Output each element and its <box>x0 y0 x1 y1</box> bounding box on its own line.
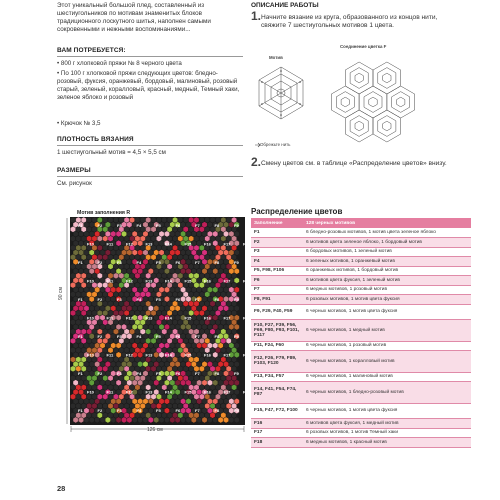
table-row <box>251 428 471 438</box>
cut-yarn-label: Обрежьте нить <box>260 142 291 147</box>
cell-fill: F5, F98, F106 <box>251 266 303 276</box>
width-dimension: 126 см <box>147 427 163 433</box>
motif-diagram <box>251 62 311 152</box>
table-row <box>251 276 471 286</box>
chart-label: F6 <box>175 223 181 228</box>
chart-label: F8 <box>214 371 220 376</box>
join-label: Соединение цветка F <box>340 44 387 49</box>
chart-label: F13 <box>145 241 153 247</box>
chart-label: F10 <box>87 241 94 247</box>
table-row <box>251 247 471 257</box>
table-row <box>251 320 471 342</box>
chart-hexagon <box>70 226 75 232</box>
chart-label: F18 <box>243 389 250 395</box>
chart-label: F5 <box>156 408 161 413</box>
chart-label: F16 <box>204 278 211 284</box>
chart-label: F14 <box>165 278 172 284</box>
cell-motifs: 6 черных мотивов, 1 малиновый мотив <box>303 372 471 382</box>
chart-hexagon <box>140 375 145 381</box>
chart-label: F6 <box>175 334 181 339</box>
table-row <box>251 257 471 267</box>
chart-label: F4 <box>136 223 142 228</box>
chart-label: F5 <box>156 260 161 265</box>
cell-motifs: 6 черных мотивов, 1 розовый мотив <box>303 341 471 351</box>
motif-hexagon <box>359 86 387 118</box>
motif-hexagon <box>350 116 368 137</box>
chart-label: F8 <box>214 408 220 413</box>
cell-fill: F4 <box>251 257 303 267</box>
chart-label: F10 <box>87 389 94 395</box>
chart-label: F2 <box>97 334 103 339</box>
chart-label: F3 <box>117 297 122 302</box>
motif-hexagon <box>350 68 368 89</box>
chart-caption: Мотив заполнения R <box>77 210 131 216</box>
cell-motifs: 6 черных мотивов, 1 коралловый мотив <box>303 351 471 373</box>
chart-label: F12 <box>126 352 133 358</box>
chart-label: F8 <box>214 223 220 228</box>
cell-fill: F15, F47, F72, F100 <box>251 403 303 419</box>
materials-heading: ВАМ ПОТРЕБУЕТСЯ: <box>57 47 126 54</box>
chart-label: F5 <box>156 334 161 339</box>
chart-hexagon <box>70 329 75 335</box>
chart-label: F1 <box>78 371 83 376</box>
chart-label: F8 <box>214 297 220 302</box>
chart-label: F16 <box>204 315 211 321</box>
chart-label: F1 <box>78 260 83 265</box>
chart-hexagon <box>70 357 75 363</box>
motif-hexagon <box>345 62 373 94</box>
chart-label: F9 <box>234 223 239 228</box>
chart-label: F9 <box>234 371 239 376</box>
cell-motifs: 6 черных мотивов, 1 мотив цвета фуксия <box>303 403 471 419</box>
table-row <box>251 403 471 419</box>
step-2-number: 2. <box>251 155 262 169</box>
chart-label: F17 <box>223 352 231 358</box>
cell-fill: F10, F27, F39, F56, F69, F80, F93, F101, F117 <box>251 320 303 342</box>
chart-label: F18 <box>243 278 250 284</box>
cell-motifs: 6 черных мотивов, 1 бледно-розовый мотив <box>303 382 471 404</box>
chart-hexagon <box>70 273 75 279</box>
chart-label: F10 <box>87 315 94 321</box>
chart-label: F10 <box>87 352 94 358</box>
chart-hexagon <box>70 385 75 391</box>
table-row <box>251 372 471 382</box>
motif-hexagon <box>355 73 363 83</box>
chart-label: F3 <box>117 408 122 413</box>
cell-motifs: 6 бордовых мотивов, 1 зеленый мотив <box>303 247 471 257</box>
chart-label: F12 <box>126 241 133 247</box>
cell-motifs: 6 оранжевых мотивов, 1 бордовый мотив <box>303 266 471 276</box>
motif-hexagon <box>378 116 396 137</box>
materials-item-3: • Крючок № 3,5 <box>57 120 101 127</box>
motif-hexagon <box>364 92 382 113</box>
cell-fill: F17 <box>251 428 303 438</box>
chart-label: F3 <box>117 260 122 265</box>
chart-label: F13 <box>145 352 153 358</box>
chart-hexagon <box>70 236 75 242</box>
cell-fill: F6 <box>251 276 303 286</box>
materials-item-2: • По 100 г хлопковой пряжи следующих цветов: бледно-розовый, фуксия, оранжевый, бордовый, малиновый, розовый старый, зеленый, коралловый, красный, медный, Темный хаки, зеленое яблоко и розовый <box>57 70 240 101</box>
chart-label: F12 <box>126 389 133 395</box>
chart-label: F11 <box>106 241 114 247</box>
chart-label: F9 <box>234 408 239 413</box>
chart-label: F4 <box>136 408 142 413</box>
table-row <box>251 266 471 276</box>
chart-label: F10 <box>87 278 94 284</box>
chart-label: F3 <box>117 223 122 228</box>
cell-fill: F1 <box>251 228 303 238</box>
chart-label: F9 <box>234 334 239 339</box>
chart-label: F5 <box>156 371 161 376</box>
chart-label: F7 <box>195 260 200 265</box>
distribution-table <box>251 218 471 448</box>
chart-label: F2 <box>97 371 103 376</box>
chart-hexagon <box>70 394 75 400</box>
height-dimension: 90 см <box>58 287 64 300</box>
chart-label: F11 <box>106 278 114 284</box>
cell-motifs: 6 бледно-розовых мотивов, 1 мотив цвета зеленое яблоко <box>303 228 471 238</box>
chart-hexagon <box>70 282 75 288</box>
motif-hexagon <box>387 86 415 118</box>
cell-motifs: 6 медных мотивов, 1 розовый мотив <box>303 285 471 295</box>
chart-label: F1 <box>78 408 83 413</box>
motif-hexagon <box>331 86 359 118</box>
chart-label: F2 <box>97 297 103 302</box>
chart-label: F13 <box>145 389 153 395</box>
cell-motifs: 6 черных мотивов, 1 медный мотив <box>303 320 471 342</box>
cell-fill: F11, F24, F60 <box>251 341 303 351</box>
chart-label: F17 <box>223 278 231 284</box>
chart-label: F8 <box>214 260 220 265</box>
chart-label: F5 <box>156 297 161 302</box>
step-1-number: 1. <box>251 9 262 23</box>
motif-hexagon <box>336 92 354 113</box>
chart-label: F16 <box>204 389 211 395</box>
step-1 <box>251 9 461 31</box>
cell-fill: F3 <box>251 247 303 257</box>
work-heading: ОПИСАНИЕ РАБОТЫ <box>251 2 319 9</box>
sizes-text: См. рисунок <box>57 180 92 187</box>
table-row <box>251 341 471 351</box>
motif-label: Мотив <box>269 55 283 60</box>
chart-label: F2 <box>97 260 103 265</box>
table-row <box>251 438 471 448</box>
chart-hexagon <box>70 254 75 260</box>
chart-hexagon <box>70 245 75 251</box>
cell-fill: F18 <box>251 438 303 448</box>
cell-fill: F12, F26, F79, F89, F103, F120 <box>251 351 303 373</box>
divider <box>57 145 243 146</box>
sizes-heading: РАЗМЕРЫ <box>57 167 91 174</box>
divider <box>57 176 243 177</box>
hexagon-layout-chart <box>70 217 250 425</box>
chart-label: F14 <box>165 315 172 321</box>
chart-label: F4 <box>136 334 142 339</box>
motif-hexagon <box>397 97 405 107</box>
chart-label: F14 <box>165 352 172 358</box>
chart-label: F3 <box>117 334 122 339</box>
chart-hexagon <box>70 347 75 353</box>
chart-label: F4 <box>136 371 142 376</box>
cell-fill: F7 <box>251 285 303 295</box>
distribution-heading: Распределение цветов <box>251 207 343 216</box>
table-row <box>251 304 471 320</box>
chart-label: F15 <box>184 278 192 284</box>
chart-label: F7 <box>195 223 200 228</box>
chart-label: F15 <box>184 315 192 321</box>
table-row <box>251 228 471 238</box>
cell-fill: F2 <box>251 238 303 248</box>
chart-label: F7 <box>195 408 200 413</box>
chart-hexagon <box>140 394 145 400</box>
chart-label: F11 <box>106 352 114 358</box>
table-row <box>251 238 471 248</box>
chart-label: F12 <box>126 315 133 321</box>
step-1-text: Начните вязание из круга, образованного из концов нити, свяжите 7 шестиугольных мотивов 1 цвета. <box>261 14 438 30</box>
page-number: 28 <box>57 484 66 493</box>
chart-label: F14 <box>165 389 172 395</box>
chart-hexagon <box>140 412 145 418</box>
chart-label: F15 <box>184 352 192 358</box>
chart-hexagon <box>70 366 75 372</box>
column-header-fill: Заполнение <box>251 218 303 228</box>
motif-hexagon <box>341 97 349 107</box>
chart-hexagon <box>70 301 75 307</box>
chart-label: F6 <box>175 371 181 376</box>
cell-fill: F9, F29, F40, F59 <box>251 304 303 320</box>
chart-label: F2 <box>97 408 103 413</box>
chart-label: F15 <box>184 241 192 247</box>
chart-label: F2 <box>97 223 103 228</box>
chart-label: F1 <box>78 297 83 302</box>
motif-hexagon <box>369 97 377 107</box>
chart-hexagon <box>70 412 75 418</box>
flower-join-diagram <box>318 52 428 152</box>
cell-motifs: 6 мотивов цвета фуксия, 1 зеленый мотив <box>303 276 471 286</box>
table-row <box>251 419 471 429</box>
chart-label: F16 <box>204 241 211 247</box>
motif-hexagon <box>383 121 391 131</box>
chart-label: F7 <box>195 297 200 302</box>
chart-hexagon <box>70 338 75 344</box>
chart-hexagon <box>70 264 75 270</box>
cell-fill: F8, F91 <box>251 295 303 305</box>
cell-fill: F13, F34, F57 <box>251 372 303 382</box>
gauge-heading: ПЛОТНОСТЬ ВЯЗАНИЯ <box>57 136 134 143</box>
motif-hexagon <box>345 110 373 142</box>
chart-hexagon <box>70 310 75 316</box>
chart-label: F1 <box>78 334 83 339</box>
step-2 <box>251 155 461 169</box>
chart-hexagon <box>70 375 75 381</box>
chart-label: F17 <box>223 315 231 321</box>
cell-motifs: 6 черных мотивов, 1 мотив цвета фуксия <box>303 304 471 320</box>
motif-hexagon <box>383 73 391 83</box>
chart-label: F1 <box>78 223 83 228</box>
chart-label: F5 <box>156 223 161 228</box>
chart-label: F9 <box>234 260 239 265</box>
chart-label: F11 <box>106 315 114 321</box>
cell-motifs: 6 мотивов цвета фуксия, 1 медный мотив <box>303 419 471 429</box>
chart-label: F16 <box>204 352 211 358</box>
motif-hexagon <box>392 92 410 113</box>
gauge-text: 1 шестиугольный мотив = 4,5 × 5,5 см <box>57 149 166 156</box>
cell-motifs: 6 мотивов цвета зеленое яблоко, 1 бордовый мотив <box>303 238 471 248</box>
chart-hexagon <box>70 292 75 298</box>
chart-label: F11 <box>106 389 114 395</box>
chart-hexagon <box>70 217 75 223</box>
chart-label: F18 <box>243 241 250 247</box>
chart-label: F6 <box>175 408 181 413</box>
chart-label: F13 <box>145 278 153 284</box>
cell-motifs: 6 зеленых мотивов, 1 оранжевый мотив <box>303 257 471 267</box>
chart-label: F7 <box>195 371 200 376</box>
motif-hexagon <box>355 121 363 131</box>
chart-label: F7 <box>195 334 200 339</box>
motif-hexagon <box>373 110 401 142</box>
table-row <box>251 351 471 373</box>
intro-text: Этот уникальный большой плед, составленный из шестиугольников по мотивам знаменитых блоков традиционного лоскутного шитья, наполнен самыми сокровенными и нежными воспоминаниями... <box>57 2 211 34</box>
cell-fill: F16 <box>251 419 303 429</box>
chart-hexagon <box>70 403 75 409</box>
chart-label: F4 <box>136 260 142 265</box>
height-arrow <box>64 217 70 425</box>
table-row <box>251 285 471 295</box>
divider <box>57 56 243 57</box>
chart-label: F12 <box>126 278 133 284</box>
chart-label: F18 <box>243 352 250 358</box>
column-header-motifs: 128 черных мотивов <box>303 218 471 228</box>
step-2-text: Смену цветов см. в таблице «Распределение цветов» внизу. <box>261 160 447 167</box>
chart-label: F13 <box>145 315 153 321</box>
cell-motifs: 6 розовых мотивов, 1 мотив цвета фуксия <box>303 295 471 305</box>
table-row <box>251 382 471 404</box>
cell-fill: F14, F41, F54, F74, F87 <box>251 382 303 404</box>
width-arrow <box>70 426 245 432</box>
chart-label: F6 <box>175 297 181 302</box>
chart-label: F17 <box>223 241 231 247</box>
table-row <box>251 295 471 305</box>
motif-hexagon <box>373 62 401 94</box>
chart-label: F14 <box>165 241 172 247</box>
chart-label: F15 <box>184 389 192 395</box>
chart-label: F4 <box>136 297 142 302</box>
chart-label: F17 <box>223 389 231 395</box>
cell-motifs: 6 медных мотивов, 1 красный мотив <box>303 438 471 448</box>
chart-hexagon <box>70 319 75 325</box>
chart-label: F3 <box>117 371 122 376</box>
table-header-row <box>251 218 471 228</box>
chart-label: F9 <box>234 297 239 302</box>
chart-label: F6 <box>175 260 181 265</box>
materials-item-1: • 800 г хлопковой пряжи № 8 черного цвета <box>57 60 182 67</box>
chart-label: F18 <box>243 315 250 321</box>
cell-motifs: 6 розовых мотивов, 1 мотив Темный хаки <box>303 428 471 438</box>
chart-label: F8 <box>214 334 220 339</box>
motif-hexagon <box>378 68 396 89</box>
